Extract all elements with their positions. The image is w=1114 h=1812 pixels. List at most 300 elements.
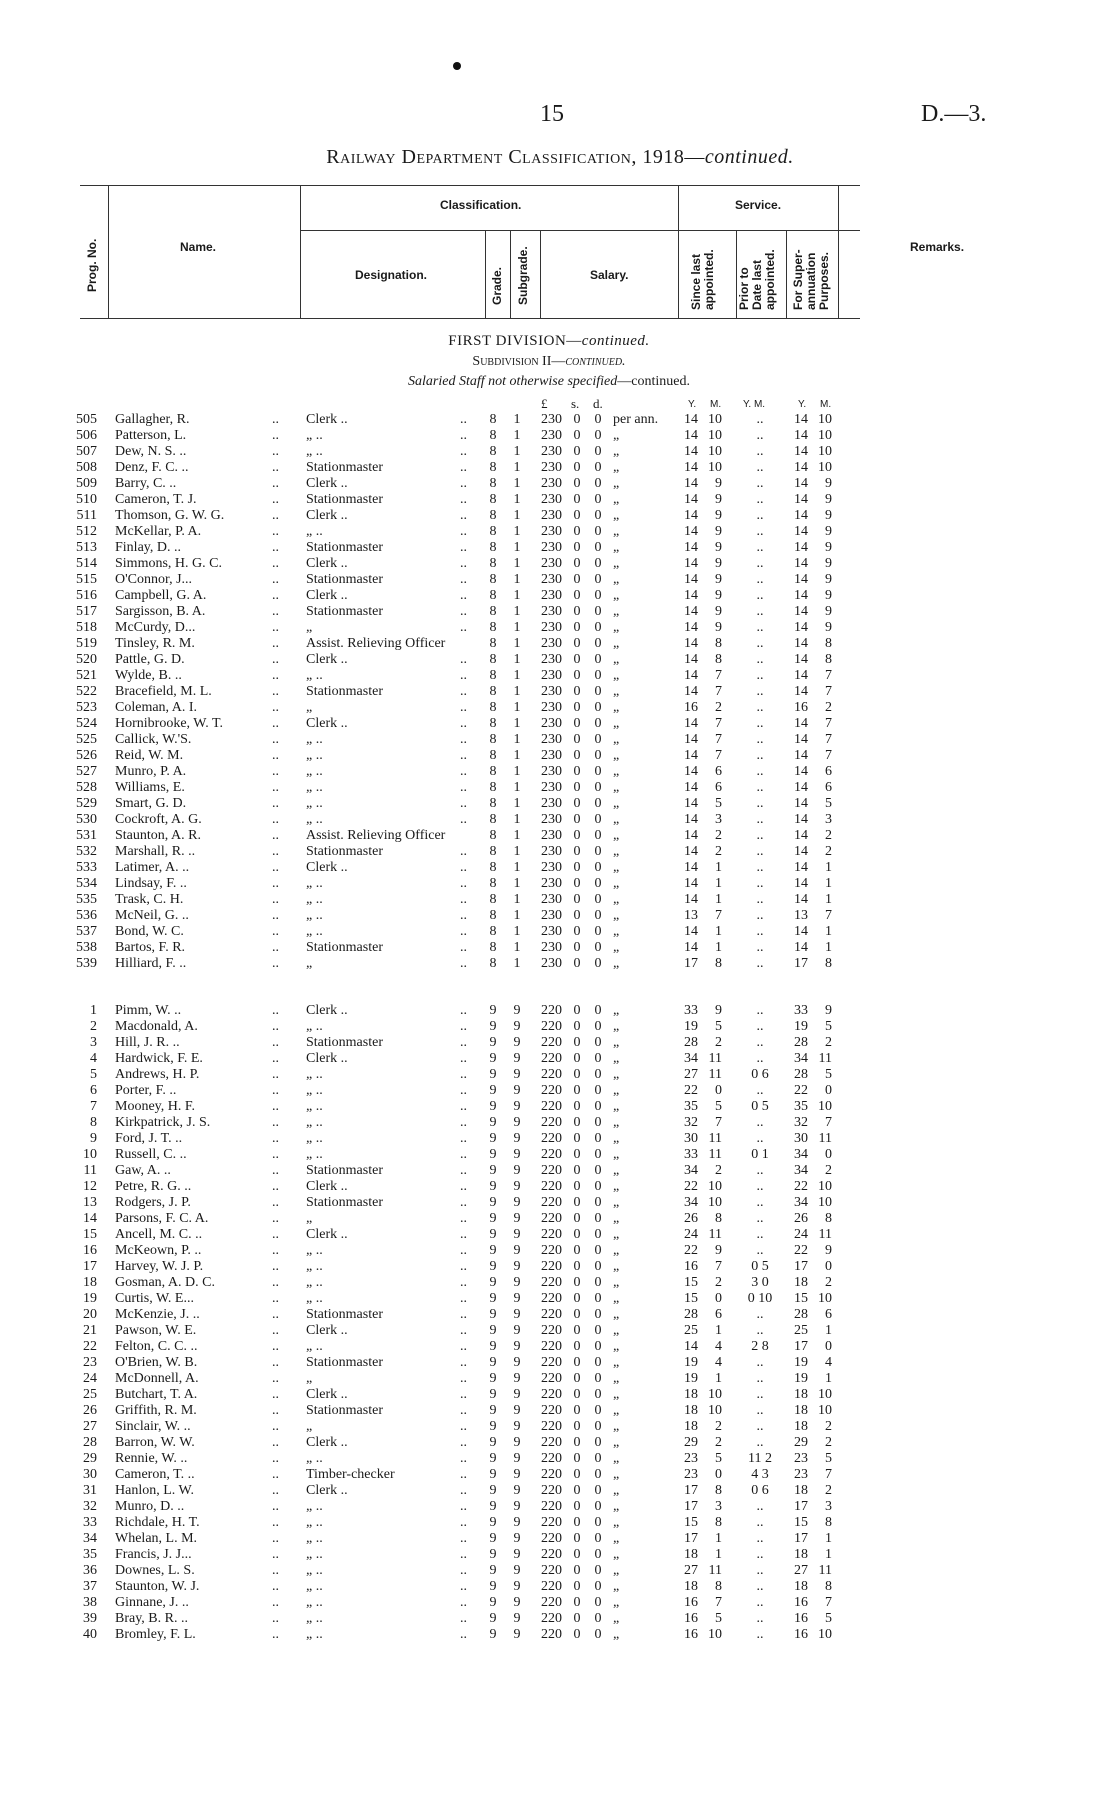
cell-prior-service: ..: [756, 1131, 764, 1146]
cell-grade: 8: [489, 444, 497, 459]
table-row: [0, 892, 1114, 908]
cell-pence: 0: [594, 1531, 602, 1546]
cell-leader: ..: [460, 1099, 467, 1114]
cell-leader: ..: [272, 1387, 279, 1402]
cell-pence: 0: [594, 876, 602, 891]
cell-leader: ..: [460, 1595, 467, 1610]
cell-since-years: 22: [684, 1179, 698, 1194]
cell-since-months: 11: [708, 1067, 722, 1082]
cell-leader: ..: [460, 956, 467, 971]
cell-designation: Timber-checker: [306, 1467, 395, 1482]
header-since-last-line1: Since last: [689, 253, 703, 310]
cell-since-years: 15: [684, 1515, 698, 1530]
cell-since-months: 11: [708, 1131, 722, 1146]
cell-shillings: 0: [573, 572, 581, 587]
cell-subgrade: 1: [513, 556, 521, 571]
cell-subgrade: 9: [513, 1403, 521, 1418]
cell-salary: 230: [541, 796, 562, 811]
cell-super-years: 19: [794, 1019, 808, 1034]
cell-designation: Clerk ..: [306, 1387, 348, 1402]
cell-subgrade: 1: [513, 940, 521, 955]
cell-super-months: 1: [825, 924, 832, 939]
cell-grade: 9: [489, 1051, 497, 1066]
cell-since-months: 2: [715, 844, 722, 859]
cell-super-years: 18: [794, 1275, 808, 1290]
cell-pence: 0: [594, 556, 602, 571]
cell-name: Sargisson, B. A.: [115, 604, 206, 619]
cell-leader: ..: [460, 1579, 467, 1594]
cell-name: Cameron, T. ..: [115, 1467, 195, 1482]
cell-super-months: 9: [825, 492, 832, 507]
cell-prog-no: 524: [76, 716, 97, 731]
cell-since-months: 8: [715, 1211, 722, 1226]
cell-prior-service: ..: [756, 892, 764, 907]
cell-since-months: 6: [715, 780, 722, 795]
cell-leader: ..: [272, 1627, 279, 1642]
cell-prior-service: ..: [756, 940, 764, 955]
cell-designation: „ ..: [306, 524, 323, 539]
cell-pence: 0: [594, 1211, 602, 1226]
header-subgrade: Subgrade.: [516, 246, 530, 305]
cell-pence: 0: [594, 1147, 602, 1162]
cell-per-annum: „: [613, 764, 620, 779]
cell-pence: 0: [594, 460, 602, 475]
cell-salary: 230: [541, 428, 562, 443]
section-division: [0, 333, 1106, 350]
cell-shillings: 0: [573, 1435, 581, 1450]
cell-per-annum: „: [613, 700, 620, 715]
cell-super-years: 18: [794, 1547, 808, 1562]
table-row: [0, 1387, 1114, 1403]
cell-name: Francis, J. J...: [115, 1547, 192, 1562]
cell-grade: 9: [489, 1291, 497, 1306]
cell-designation: Clerk ..: [306, 508, 348, 523]
cell-leader: ..: [460, 412, 467, 427]
cell-grade: 8: [489, 652, 497, 667]
cell-super-years: 18: [794, 1419, 808, 1434]
cell-per-annum: „: [613, 1003, 620, 1018]
cell-shillings: 0: [573, 1483, 581, 1498]
cell-salary: 220: [541, 1355, 562, 1370]
cell-salary: 220: [541, 1083, 562, 1098]
table-row: [0, 460, 1114, 476]
cell-since-years: 29: [684, 1435, 698, 1450]
cell-super-years: 34: [794, 1163, 808, 1178]
cell-super-months: 5: [825, 1067, 832, 1082]
cell-prog-no: 15: [83, 1227, 97, 1242]
cell-super-years: 14: [794, 476, 808, 491]
cell-salary: 230: [541, 892, 562, 907]
cell-since-months: 10: [708, 1195, 722, 1210]
cell-shillings: 0: [573, 1195, 581, 1210]
cell-salary: 230: [541, 540, 562, 555]
cell-name: McDonnell, A.: [115, 1371, 199, 1386]
cell-prior-service: ..: [756, 1355, 764, 1370]
cell-super-months: 7: [825, 1115, 832, 1130]
cell-grade: 9: [489, 1131, 497, 1146]
cell-grade: 9: [489, 1531, 497, 1546]
cell-super-months: 2: [825, 1419, 832, 1434]
cell-super-months: 9: [825, 620, 832, 635]
cell-since-months: 2: [715, 1275, 722, 1290]
cell-subgrade: 1: [513, 732, 521, 747]
cell-salary: 230: [541, 844, 562, 859]
cell-prog-no: 38: [83, 1595, 97, 1610]
cell-name: Butchart, T. A.: [115, 1387, 198, 1402]
header-for-super-line1: For Super-: [791, 249, 805, 310]
cell-leader: ..: [272, 1499, 279, 1514]
cell-designation: Stationmaster: [306, 460, 383, 475]
cell-prior-service: 0 10: [747, 1291, 773, 1306]
cell-designation: „ ..: [306, 668, 323, 683]
cell-since-months: 7: [715, 1259, 722, 1274]
cell-since-years: 14: [684, 812, 698, 827]
cell-pence: 0: [594, 1627, 602, 1642]
cell-leader: ..: [272, 1035, 279, 1050]
cell-prog-no: 510: [76, 492, 97, 507]
cell-super-months: 8: [825, 1579, 832, 1594]
cell-shillings: 0: [573, 1323, 581, 1338]
cell-super-years: 26: [794, 1211, 808, 1226]
cell-leader: ..: [272, 1355, 279, 1370]
cell-since-years: 26: [684, 1211, 698, 1226]
cell-shillings: 0: [573, 1307, 581, 1322]
cell-per-annum: „: [613, 668, 620, 683]
cell-salary: 220: [541, 1307, 562, 1322]
cell-name: Staunton, W. J.: [115, 1579, 200, 1594]
cell-shillings: 0: [573, 1067, 581, 1082]
cell-subgrade: 9: [513, 1435, 521, 1450]
cell-salary: 220: [541, 1611, 562, 1626]
cell-prog-no: 528: [76, 780, 97, 795]
cell-salary: 220: [541, 1451, 562, 1466]
cell-name: Denz, F. C. ..: [115, 460, 189, 475]
cell-salary: 230: [541, 684, 562, 699]
cell-leader: ..: [272, 1227, 279, 1242]
cell-leader: ..: [460, 924, 467, 939]
table-row: [0, 1435, 1114, 1451]
cell-shillings: 0: [573, 636, 581, 651]
cell-since-years: 23: [684, 1451, 698, 1466]
cell-leader: ..: [460, 1259, 467, 1274]
cell-grade: 9: [489, 1003, 497, 1018]
cell-per-annum: „: [613, 828, 620, 843]
cell-shillings: 0: [573, 1259, 581, 1274]
cell-leader: ..: [272, 1403, 279, 1418]
cell-since-months: 0: [715, 1083, 722, 1098]
cell-since-years: 35: [684, 1099, 698, 1114]
table-row: [0, 412, 1114, 428]
table-row: [0, 604, 1114, 620]
cell-grade: 8: [489, 508, 497, 523]
cell-salary: 230: [541, 732, 562, 747]
cell-since-months: 8: [715, 652, 722, 667]
cell-subgrade: 9: [513, 1467, 521, 1482]
cell-leader: ..: [272, 796, 279, 811]
cell-subgrade: 9: [513, 1227, 521, 1242]
cell-name: Staunton, A. R.: [115, 828, 201, 843]
cell-per-annum: „: [613, 1339, 620, 1354]
cell-since-months: 4: [715, 1355, 722, 1370]
cell-grade: 8: [489, 844, 497, 859]
unit-pence: d.: [593, 396, 603, 411]
cell-name: Whelan, L. M.: [115, 1531, 198, 1546]
cell-subgrade: 9: [513, 1243, 521, 1258]
table-row: [0, 1483, 1114, 1499]
cell-leader: ..: [272, 1275, 279, 1290]
cell-name: Trask, C. H.: [115, 892, 184, 907]
cell-prog-no: 521: [76, 668, 97, 683]
cell-shillings: 0: [573, 956, 581, 971]
cell-super-years: 16: [794, 1595, 808, 1610]
cell-prog-no: 1: [90, 1003, 97, 1018]
cell-since-years: 18: [684, 1387, 698, 1402]
cell-shillings: 0: [573, 540, 581, 555]
cell-since-years: 14: [684, 412, 698, 427]
cell-designation: Stationmaster: [306, 540, 383, 555]
table-row: [0, 1579, 1114, 1595]
cell-designation: „ ..: [306, 1243, 323, 1258]
header-prior-to-line2: Date last: [750, 259, 764, 310]
cell-super-years: 34: [794, 1147, 808, 1162]
cell-subgrade: 1: [513, 716, 521, 731]
cell-since-years: 24: [684, 1227, 698, 1242]
cell-since-years: 16: [684, 1627, 698, 1642]
cell-since-years: 15: [684, 1275, 698, 1290]
header-name: Name.: [180, 240, 217, 254]
cell-leader: ..: [272, 668, 279, 683]
cell-super-years: 18: [794, 1483, 808, 1498]
cell-designation: „ ..: [306, 892, 323, 907]
cell-leader: ..: [272, 1147, 279, 1162]
cell-salary: 220: [541, 1563, 562, 1578]
cell-since-years: 14: [684, 780, 698, 795]
cell-leader: ..: [460, 748, 467, 763]
cell-leader: ..: [460, 460, 467, 475]
cell-name: Ford, J. T. ..: [115, 1131, 183, 1146]
cell-subgrade: 9: [513, 1179, 521, 1194]
cell-name: Rodgers, J. P.: [115, 1195, 191, 1210]
cell-shillings: 0: [573, 1291, 581, 1306]
cell-grade: 8: [489, 588, 497, 603]
cell-shillings: 0: [573, 1451, 581, 1466]
table-row: [0, 1227, 1114, 1243]
cell-since-years: 16: [684, 1259, 698, 1274]
cell-since-months: 1: [715, 892, 722, 907]
cell-since-months: 5: [715, 1451, 722, 1466]
document-reference: D.—3.: [921, 101, 987, 127]
cell-designation: Stationmaster: [306, 1355, 383, 1370]
cell-pence: 0: [594, 1227, 602, 1242]
cell-super-years: 24: [794, 1227, 808, 1242]
cell-since-years: 34: [684, 1163, 698, 1178]
table-row: [0, 1243, 1114, 1259]
cell-super-years: 14: [794, 636, 808, 651]
cell-subgrade: 1: [513, 844, 521, 859]
cell-designation: Clerk ..: [306, 412, 348, 427]
cell-super-years: 19: [794, 1371, 808, 1386]
cell-name: Andrews, H. P.: [115, 1067, 200, 1082]
cell-leader: ..: [460, 1243, 467, 1258]
cell-leader: ..: [460, 540, 467, 555]
cell-designation: Clerk ..: [306, 860, 348, 875]
cell-leader: ..: [272, 1339, 279, 1354]
cell-per-annum: „: [613, 876, 620, 891]
cell-leader: ..: [460, 1035, 467, 1050]
cell-designation: Clerk ..: [306, 1435, 348, 1450]
cell-since-months: 10: [708, 412, 722, 427]
table-row: [0, 508, 1114, 524]
cell-leader: ..: [272, 748, 279, 763]
cell-pence: 0: [594, 1339, 602, 1354]
cell-name: Macdonald, A.: [115, 1019, 198, 1034]
staff-title: Salaried Staff not otherwise specified: [408, 374, 618, 389]
cell-grade: 8: [489, 620, 497, 635]
cell-pence: 0: [594, 956, 602, 971]
cell-prior-service: ..: [756, 812, 764, 827]
cell-per-annum: „: [613, 1131, 620, 1146]
cell-leader: ..: [460, 700, 467, 715]
cell-pence: 0: [594, 508, 602, 523]
table-row: [0, 812, 1114, 828]
table-row: [0, 668, 1114, 684]
cell-grade: 9: [489, 1307, 497, 1322]
cell-salary: 230: [541, 700, 562, 715]
cell-subgrade: 9: [513, 1387, 521, 1402]
cell-super-months: 5: [825, 1451, 832, 1466]
cell-leader: ..: [460, 940, 467, 955]
cell-super-months: 7: [825, 668, 832, 683]
cell-since-years: 18: [684, 1579, 698, 1594]
cell-salary: 220: [541, 1179, 562, 1194]
cell-prior-service: ..: [756, 588, 764, 603]
table-row: [0, 1499, 1114, 1515]
table-row: [0, 908, 1114, 924]
cell-grade: 9: [489, 1403, 497, 1418]
cell-prog-no: 522: [76, 684, 97, 699]
cell-per-annum: „: [613, 1115, 620, 1130]
cell-prior-service: ..: [756, 1627, 764, 1642]
cell-grade: 8: [489, 892, 497, 907]
cell-prog-no: 40: [83, 1627, 97, 1642]
cell-leader: ..: [460, 1627, 467, 1642]
cell-per-annum: „: [613, 508, 620, 523]
cell-name: Bray, B. R. ..: [115, 1611, 188, 1626]
cell-leader: ..: [460, 444, 467, 459]
cell-salary: 230: [541, 668, 562, 683]
cell-designation: Stationmaster: [306, 1195, 383, 1210]
cell-grade: 9: [489, 1211, 497, 1226]
table-row: [0, 1515, 1114, 1531]
cell-subgrade: 1: [513, 684, 521, 699]
cell-since-years: 19: [684, 1371, 698, 1386]
cell-designation: „ ..: [306, 1499, 323, 1514]
cell-prior-service: ..: [756, 700, 764, 715]
table-row: [0, 1163, 1114, 1179]
cell-prog-no: 11: [83, 1163, 97, 1178]
cell-salary: 230: [541, 556, 562, 571]
cell-prog-no: 519: [76, 636, 97, 651]
cell-salary: 230: [541, 572, 562, 587]
cell-super-months: 10: [818, 1179, 832, 1194]
cell-shillings: 0: [573, 716, 581, 731]
cell-pence: 0: [594, 1451, 602, 1466]
cell-per-annum: „: [613, 940, 620, 955]
cell-prior-service: ..: [756, 924, 764, 939]
cell-since-months: 9: [715, 604, 722, 619]
cell-pence: 0: [594, 924, 602, 939]
cell-name: Pimm, W. ..: [115, 1003, 182, 1018]
cell-salary: 230: [541, 940, 562, 955]
cell-prior-service: ..: [756, 1115, 764, 1130]
table-row: [0, 780, 1114, 796]
cell-subgrade: 9: [513, 1051, 521, 1066]
cell-leader: ..: [460, 1067, 467, 1082]
cell-since-years: 18: [684, 1419, 698, 1434]
cell-salary: 230: [541, 636, 562, 651]
cell-subgrade: 1: [513, 476, 521, 491]
cell-grade: 8: [489, 876, 497, 891]
cell-name: Mooney, H. F.: [115, 1099, 196, 1114]
cell-super-months: 0: [825, 1147, 832, 1162]
cell-per-annum: „: [613, 1595, 620, 1610]
cell-super-months: 8: [825, 1515, 832, 1530]
cell-prog-no: 534: [76, 876, 97, 891]
cell-shillings: 0: [573, 1627, 581, 1642]
cell-super-months: 1: [825, 860, 832, 875]
table-row: [0, 1131, 1114, 1147]
cell-super-years: 14: [794, 428, 808, 443]
cell-grade: 8: [489, 700, 497, 715]
table-row: [0, 1067, 1114, 1083]
table-row: [0, 492, 1114, 508]
cell-leader: ..: [460, 1355, 467, 1370]
cell-super-years: 14: [794, 524, 808, 539]
cell-leader: ..: [460, 1195, 467, 1210]
cell-shillings: 0: [573, 764, 581, 779]
cell-per-annum: „: [613, 1499, 620, 1514]
cell-salary: 230: [541, 780, 562, 795]
cell-grade: 8: [489, 524, 497, 539]
cell-prog-no: 18: [83, 1275, 97, 1290]
cell-grade: 9: [489, 1451, 497, 1466]
cell-leader: ..: [460, 892, 467, 907]
cell-pence: 0: [594, 716, 602, 731]
cell-shillings: 0: [573, 924, 581, 939]
cell-designation: „ ..: [306, 1451, 323, 1466]
cell-prior-service: ..: [756, 556, 764, 571]
cell-subgrade: 9: [513, 1563, 521, 1578]
cell-super-months: 10: [818, 428, 832, 443]
cell-leader: ..: [460, 844, 467, 859]
cell-since-years: 19: [684, 1019, 698, 1034]
cell-shillings: 0: [573, 1115, 581, 1130]
cell-salary: 220: [541, 1131, 562, 1146]
cell-shillings: 0: [573, 796, 581, 811]
cell-leader: ..: [460, 780, 467, 795]
cell-leader: ..: [272, 1163, 279, 1178]
cell-pence: 0: [594, 844, 602, 859]
cell-super-months: 9: [825, 556, 832, 571]
cell-name: Ancell, M. C. ..: [115, 1227, 203, 1242]
cell-since-years: 14: [684, 428, 698, 443]
cell-super-years: 16: [794, 1627, 808, 1642]
cell-prog-no: 526: [76, 748, 97, 763]
cell-per-annum: „: [613, 1259, 620, 1274]
cell-subgrade: 1: [513, 524, 521, 539]
header-prior-to-line1: Prior to: [737, 267, 751, 310]
cell-prior-service: ..: [756, 956, 764, 971]
